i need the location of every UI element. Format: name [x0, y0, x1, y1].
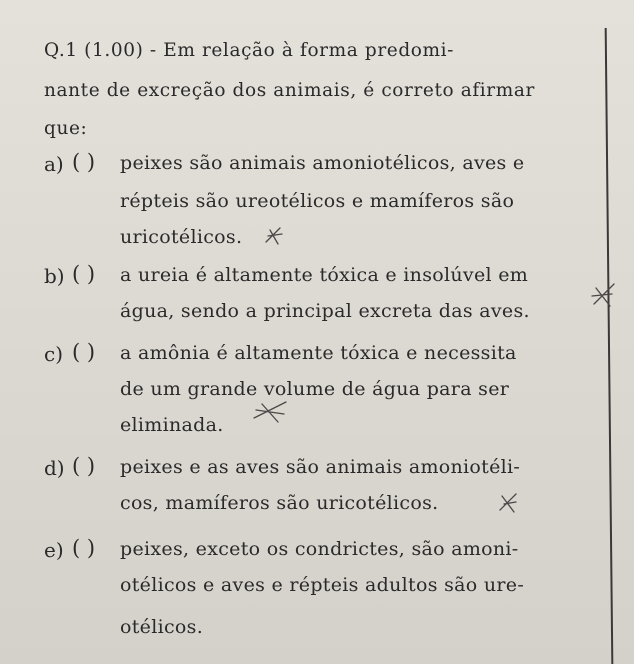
option-b-line-1: a ureia é altamente tóxica e insolúvel em: [120, 264, 529, 286]
question-title-line-1: Q.1 (1.00) - Em relação à forma predomi-: [44, 40, 455, 61]
option-e-line-2: otélicos e aves e répteis adultos são ure-: [120, 574, 525, 596]
option-a-checkbox[interactable]: ( ): [72, 150, 96, 174]
option-d-checkbox[interactable]: ( ): [72, 454, 96, 478]
option-c-line-1: a amônia é altamente tóxica e necessita: [120, 342, 517, 364]
option-d-line-2: cos, mamíferos são uricotélicos.: [120, 492, 439, 514]
option-a-line-1: peixes são animais amoniotélicos, aves e: [120, 152, 525, 174]
question-title-line-2: nante de excreção dos animais, é correto afirmar: [44, 80, 535, 101]
option-e-checkbox[interactable]: ( ): [72, 536, 96, 560]
option-b-checkbox[interactable]: ( ): [72, 262, 96, 286]
option-c-letter: c): [44, 342, 64, 366]
option-d-letter: d): [44, 456, 65, 480]
pencil-strike-icon: [588, 280, 618, 310]
option-d-line-1: peixes e as aves são animais amoniotéli-: [120, 456, 521, 478]
option-e-line-1: peixes, exceto os condrictes, são amoni-: [120, 538, 519, 560]
option-a-line-2: répteis são ureotélicos e mamíferos são: [120, 190, 515, 212]
option-c-checkbox[interactable]: ( ): [72, 340, 96, 364]
option-a-line-3: uricotélicos.: [120, 226, 243, 248]
option-e-letter: e): [44, 538, 64, 562]
option-b-letter: b): [44, 264, 65, 288]
question-title-line-3: que:: [44, 118, 88, 139]
option-b-line-2: água, sendo a principal excreta das aves.: [120, 300, 530, 322]
pencil-strike-icon: [496, 490, 520, 516]
pencil-strike-icon: [262, 224, 284, 248]
option-c-line-3: eliminada.: [120, 414, 224, 436]
option-e-line-3: otélicos.: [120, 616, 204, 638]
option-c-line-2: de um grande volume de água para ser: [120, 378, 510, 400]
pencil-strike-icon: [250, 396, 290, 426]
option-a-letter: a): [44, 152, 64, 176]
